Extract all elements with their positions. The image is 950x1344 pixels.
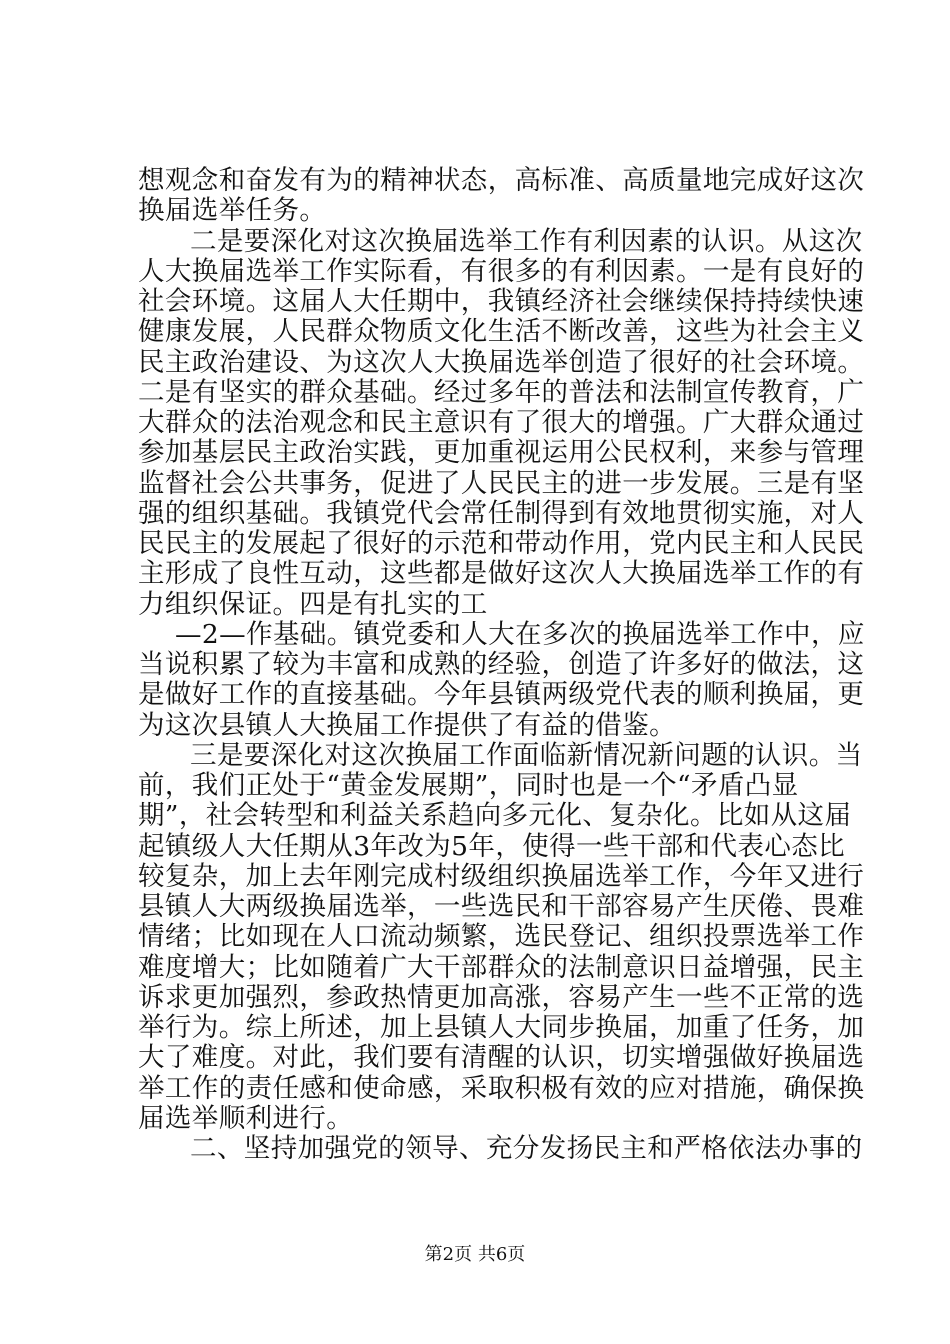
text-line: 三是要深化对这次换届工作面临新情况新问题的认识。当 [190,740,863,771]
text-line: 力组织保证。四是有扎实的工 [138,589,488,620]
text-line: 难度增大；比如随着广大干部群众的法制意识日益增强，民主 [138,952,865,983]
text-line: 换届选举任务。 [138,195,327,226]
text-line: 二是有坚实的群众基础。经过多年的普法和法制宣传教育，广 [138,377,865,408]
text-line: 较复杂，加上去年刚完成村级组织换届选举工作，今年又进行 [138,861,865,892]
text-line: 强的组织基础。我镇党代会常任制得到有效地贯彻实施，对人 [138,498,865,529]
text-line: 民民主的发展起了很好的示范和带动作用，党内民主和人民民 [138,528,865,559]
text-line: 参加基层民主政治实践，更加重视运用公民权利，来参与管理 [138,437,865,468]
text-line: 届选举顺利进行。 [138,1103,354,1134]
text-line: 县镇人大两级换届选举，一些选民和干部容易产生厌倦、畏难 [138,891,865,922]
text-line: 为这次县镇人大换届工作提供了有益的借鉴。 [138,710,676,741]
text-line: 当说积累了较为丰富和成熟的经验，创造了许多好的做法，这 [138,649,865,680]
text-line: 情绪；比如现在人口流动频繁，选民登记、组织投票选举工作 [138,921,865,952]
text-line: 社会环境。这届人大任期中，我镇经济社会继续保持持续快速 [138,286,865,317]
text-line: 主形成了良性互动，这些都是做好这次人大换届选举工作的有 [138,558,865,589]
text-line: 二、坚持加强党的领导、充分发扬民主和严格依法办事的 [190,1133,863,1164]
text-line: 起镇级人大任期从3年改为5年，使得一些干部和代表心态比 [138,831,846,862]
text-line: 大了难度。对此，我们要有清醒的认识，切实增强做好换届选 [138,1042,865,1073]
text-line: 举工作的责任感和使命感，采取积极有效的应对措施，确保换 [138,1073,865,1104]
text-line: 前，我们正处于“黄金发展期”，同时也是一个“矛盾凸显 [138,770,799,801]
text-line: 大群众的法治观念和民主意识有了很大的增强。广大群众通过 [138,407,865,438]
text-line: 诉求更加强烈，参政热情更加高涨，容易产生一些不正常的选 [138,982,865,1013]
text-line: 监督社会公共事务，促进了人民民主的进一步发展。三是有坚 [138,468,865,499]
text-line: 健康发展，人民群众物质文化生活不断改善，这些为社会主义 [138,316,865,347]
text-line: 想观念和奋发有为的精神状态，高标准、高质量地完成好这次 [138,165,865,196]
text-line: —2—作基础。镇党委和人大在多次的换届选举工作中，应 [175,619,865,650]
text-line: 人大换届选举工作实际看，有很多的有利因素。一是有良好的 [138,256,865,287]
text-line: 是做好工作的直接基础。今年县镇两级党代表的顺利换届，更 [138,679,865,710]
page-number-footer: 第2页 共6页 [424,1244,526,1265]
text-line: 举行为。综上所述，加上县镇人大同步换届，加重了任务，加 [138,1012,865,1043]
text-line: 民主政治建设、为这次人大换届选举创造了很好的社会环境。 [138,347,865,378]
text-line: 二是要深化对这次换届选举工作有利因素的认识。从这次 [190,226,863,257]
text-line: 期”，社会转型和利益关系趋向多元化、复杂化。比如从这届 [138,800,852,831]
